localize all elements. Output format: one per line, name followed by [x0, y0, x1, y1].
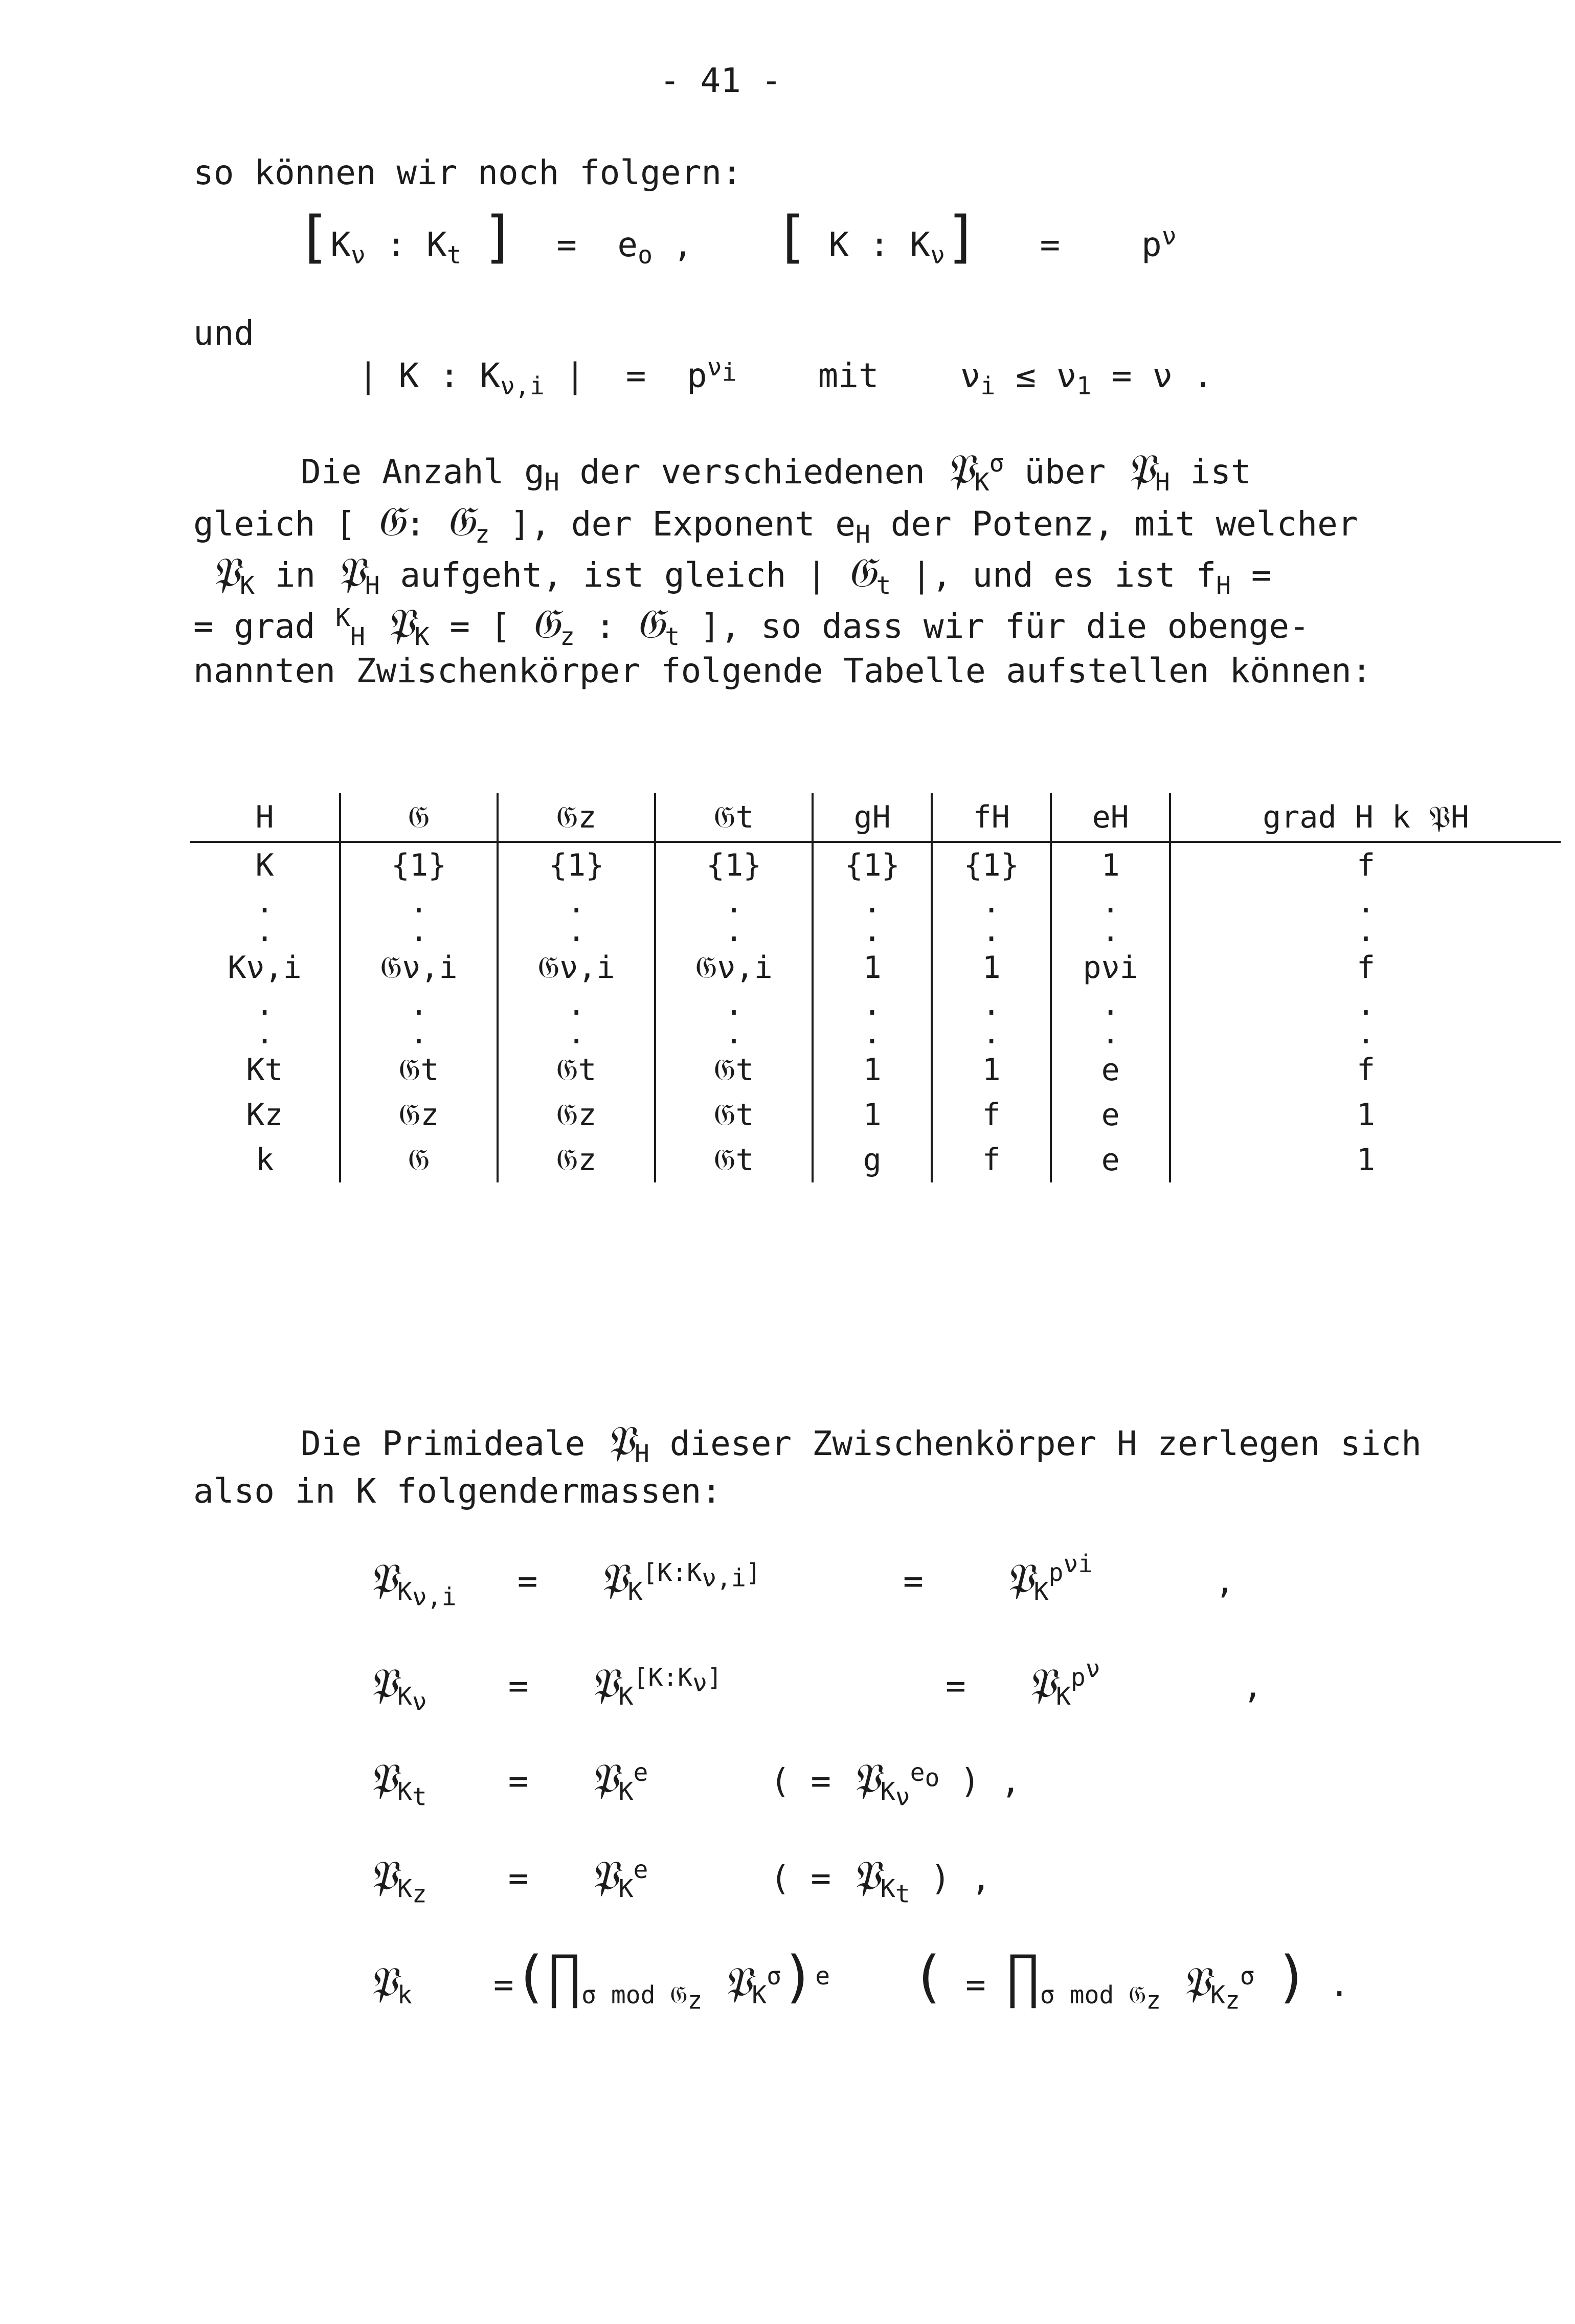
table-cell: . — [255, 884, 274, 920]
table-cell: . — [1051, 1019, 1170, 1047]
formula-index-relations: [$K_\nu$ : $K_t$ ] = $e_o$ , [ K : $K_\nu$] = $p^\nu$ — [297, 204, 1177, 270]
table-cell: . — [340, 990, 498, 1019]
table-cell: Kz — [246, 1097, 283, 1133]
table-cell: . — [1170, 1019, 1561, 1047]
table-cell: . — [340, 888, 498, 917]
table-cell: . — [813, 917, 932, 945]
equation-k-lower: 𝔓$_k$ $=(\prod_{\sigma mod 𝔊_z}$ 𝔓$_K^\sigma$)$^e$ ( = $\prod_{\sigma mod 𝔊_z}$ 𝔓$_{K_z}^\sigma$ ) . — [368, 1944, 1350, 2015]
table-cell: . — [813, 888, 932, 917]
table-row — [190, 1047, 1561, 1092]
table-cell: pνi — [1051, 945, 1170, 990]
table-cell: 𝔊t — [498, 1047, 655, 1092]
table-cell: 1 — [1170, 1092, 1561, 1137]
table-cell: 𝔊z — [340, 1092, 498, 1137]
table-cell: . — [255, 987, 274, 1022]
table-cell: {1} — [655, 842, 813, 888]
paragraph-line-3: 𝔓$_K$ in 𝔓$_H$ aufgeht, ist gleich | 𝔊$_t$ |, und es ist $f_H$ = — [211, 549, 1272, 600]
table-cell: 𝔊ν,i — [498, 945, 655, 990]
table-cell: 1 — [813, 945, 932, 990]
table-cell: 1 — [932, 945, 1051, 990]
table-row — [190, 1019, 1561, 1047]
table-cell: k — [255, 1142, 274, 1178]
table-row — [190, 1092, 1561, 1137]
equation-k-z: 𝔓$_{K_z}$ = 𝔓$_K^e$ ( = 𝔓$_{K_t}$ ) , — [368, 1852, 992, 1909]
table-cell: . — [932, 888, 1051, 917]
equation-k-nu: 𝔓$_{K_\nu}$ = 𝔓$_K$[K:Kν] = 𝔓$_K^{p^\nu}$ , — [368, 1655, 1263, 1716]
table-header: gH — [813, 793, 932, 842]
table-row — [190, 842, 1561, 888]
table-cell: . — [813, 1019, 932, 1047]
table-cell: . — [1170, 917, 1561, 945]
table-cell: . — [1170, 990, 1561, 1019]
table-cell: 𝔊ν,i — [655, 945, 813, 990]
table-header: 𝔊 — [340, 793, 498, 842]
table-cell: g — [813, 1137, 932, 1182]
table-cell: . — [1051, 990, 1170, 1019]
table-cell: . — [1051, 888, 1170, 917]
table-row — [190, 945, 1561, 990]
table-header: 𝔊t — [655, 793, 813, 842]
paragraph-line-1: Die Anzahl $g_H$ der verschiedenen 𝔓$_K^\sigma$ über 𝔓$_H$ ist — [301, 445, 1251, 497]
table-cell: {1} — [498, 842, 655, 888]
table-cell: . — [1051, 917, 1170, 945]
table-cell: 𝔊ν,i — [340, 945, 498, 990]
table-cell: 1 — [813, 1047, 932, 1092]
paragraph-line-5: nannten Zwischenkörper folgende Tabelle aufstellen können: — [193, 651, 1372, 690]
table-cell: {1} — [340, 842, 498, 888]
table-cell: e — [1051, 1137, 1170, 1182]
table-cell: 𝔊t — [655, 1092, 813, 1137]
table-cell: e — [1051, 1047, 1170, 1092]
table-cell: f — [1170, 1047, 1561, 1092]
table-row — [190, 990, 1561, 1019]
table-cell: . — [655, 1019, 813, 1047]
table-cell: . — [655, 888, 813, 917]
table-cell: 𝔊t — [655, 1137, 813, 1182]
table-cell: f — [932, 1137, 1051, 1182]
table-cell: . — [932, 917, 1051, 945]
table-header: eH — [1051, 793, 1170, 842]
equation-k-nu-i: 𝔓$_{K_{\nu,i}}$ = 𝔓$_K$[K:Kν,i] = 𝔓$_K^{p^{\nu i}}$ , — [368, 1550, 1235, 1612]
und-text: und — [193, 314, 255, 353]
table-cell: f — [1170, 842, 1561, 888]
table-row — [190, 888, 1561, 917]
table-cell: . — [340, 1019, 498, 1047]
table-cell: 𝔊z — [498, 1092, 655, 1137]
table-cell: . — [813, 990, 932, 1019]
table-cell: . — [498, 990, 655, 1019]
table-cell: . — [498, 1019, 655, 1047]
paragraph-line-2: gleich [ 𝔊: 𝔊$_z$ ], der Exponent $e_H$ der Potenz, mit welcher — [193, 498, 1358, 549]
table-cell: 𝔊t — [655, 1047, 813, 1092]
mit-text: mit — [818, 356, 879, 395]
table-cell: . — [498, 917, 655, 945]
table-cell: . — [255, 1015, 274, 1051]
table-cell: K — [255, 847, 274, 883]
page-number: - 41 - — [660, 61, 782, 100]
table-cell: . — [498, 888, 655, 917]
table-row — [190, 917, 1561, 945]
table-cell: . — [1170, 888, 1561, 917]
table-header-row — [190, 793, 1561, 842]
table-cell: . — [655, 917, 813, 945]
table-cell: 1 — [1051, 842, 1170, 888]
table-cell: 1 — [932, 1047, 1051, 1092]
table-cell: f — [1170, 945, 1561, 990]
table-cell: 1 — [1170, 1137, 1561, 1182]
table-cell: {1} — [813, 842, 932, 888]
table-cell: . — [655, 990, 813, 1019]
table-cell: . — [932, 1019, 1051, 1047]
table-cell: f — [932, 1092, 1051, 1137]
closing-line-2: also in K folgendermassen: — [193, 1471, 722, 1511]
table-row — [190, 1137, 1561, 1182]
table-header: grad H k 𝔓H — [1170, 793, 1561, 842]
closing-line-1: Die Primideale 𝔓$_H$ dieser Zwischenkörper H zerlegen sich — [301, 1417, 1422, 1469]
table-cell: Kν,i — [228, 950, 302, 986]
table-cell: . — [932, 990, 1051, 1019]
equation-k-t: 𝔓$_{K_t}$ = 𝔓$_K^e$ ( = 𝔓$_{K_\nu}^{e_o}$ ) , — [368, 1755, 1021, 1812]
table-cell: e — [1051, 1092, 1170, 1137]
table-cell: 1 — [813, 1092, 932, 1137]
table-cell: {1} — [932, 842, 1051, 888]
table-cell: Kt — [246, 1052, 283, 1088]
table-cell: . — [340, 917, 498, 945]
table-header: 𝔊z — [498, 793, 655, 842]
decomposition-table — [190, 793, 1561, 1182]
table-cell: 𝔊 — [340, 1137, 498, 1182]
paragraph-line-4: = grad $^K_H$ 𝔓$_K$ = [ 𝔊$_z$ : 𝔊$_t$ ], so dass wir für die obenge- — [193, 600, 1310, 652]
table-cell: 𝔊z — [498, 1137, 655, 1182]
intro-text: so können wir noch folgern: — [193, 153, 742, 192]
table-cell: 𝔊t — [340, 1047, 498, 1092]
table-cell: . — [255, 913, 274, 949]
formula-index-nu-i: | K : $K_{\nu,i}$ | = $p^{\nu_i}$ mit $\nu_i \le \nu_1 = \nu$ . — [358, 353, 1213, 401]
table-header: H — [190, 793, 340, 842]
table-header: fH — [932, 793, 1051, 842]
